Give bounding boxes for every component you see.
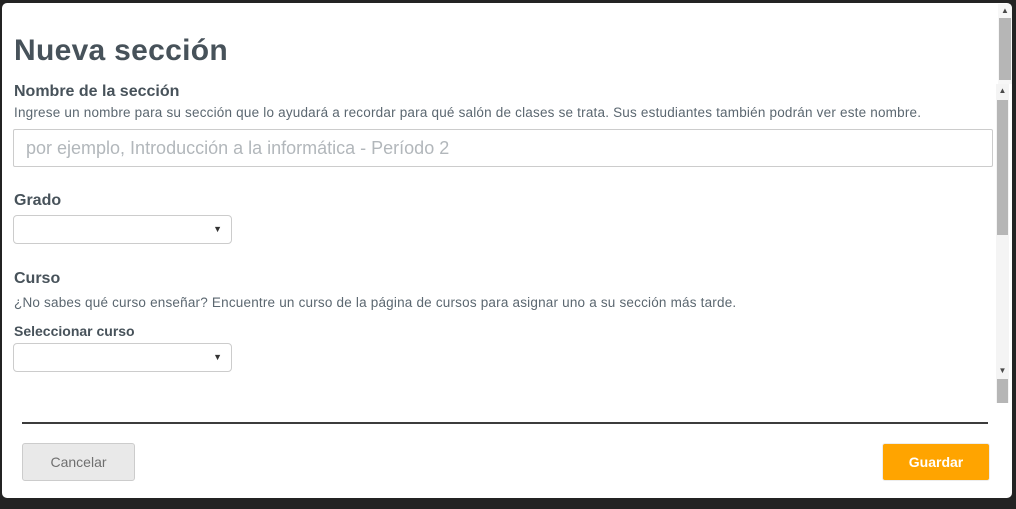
scroll-up-icon[interactable]: ▲	[998, 86, 1007, 95]
page-scrollbar-thumb[interactable]	[999, 18, 1011, 80]
course-label: Curso	[14, 270, 61, 287]
dialog-scrollbar-thumb[interactable]	[997, 100, 1008, 235]
select-course-label: Seleccionar curso	[14, 323, 135, 339]
grade-label: Grado	[14, 192, 62, 209]
chevron-down-icon: ▼	[213, 351, 222, 362]
chevron-down-icon: ▼	[213, 223, 222, 234]
dialog-title: Nueva sección	[14, 34, 229, 67]
cancel-button[interactable]: Cancelar	[22, 443, 135, 481]
save-button[interactable]: Guardar	[882, 443, 990, 481]
new-section-dialog	[2, 3, 1012, 498]
scroll-down-icon[interactable]: ▼	[998, 366, 1007, 375]
footer-divider	[22, 422, 988, 424]
page-scrollbar[interactable]	[998, 4, 1012, 84]
scroll-up-icon[interactable]: ▲	[1001, 6, 1009, 15]
dialog-body-scrollbar[interactable]	[996, 84, 1009, 403]
section-name-label: Nombre de la sección	[14, 83, 180, 100]
grade-select[interactable]	[13, 215, 232, 244]
section-name-input[interactable]	[13, 129, 993, 167]
section-name-help: Ingrese un nombre para su sección que lo ayudará a recordar para qué salón de clases se trata. Sus estudiantes también podrán ver este nombre.	[14, 105, 922, 120]
course-select[interactable]	[13, 343, 232, 372]
dialog-scrollbar-thumb-lower[interactable]	[997, 379, 1008, 403]
course-help: ¿No sabes qué curso enseñar? Encuentre un curso de la página de cursos para asignar uno a su sección más tarde.	[14, 295, 737, 310]
